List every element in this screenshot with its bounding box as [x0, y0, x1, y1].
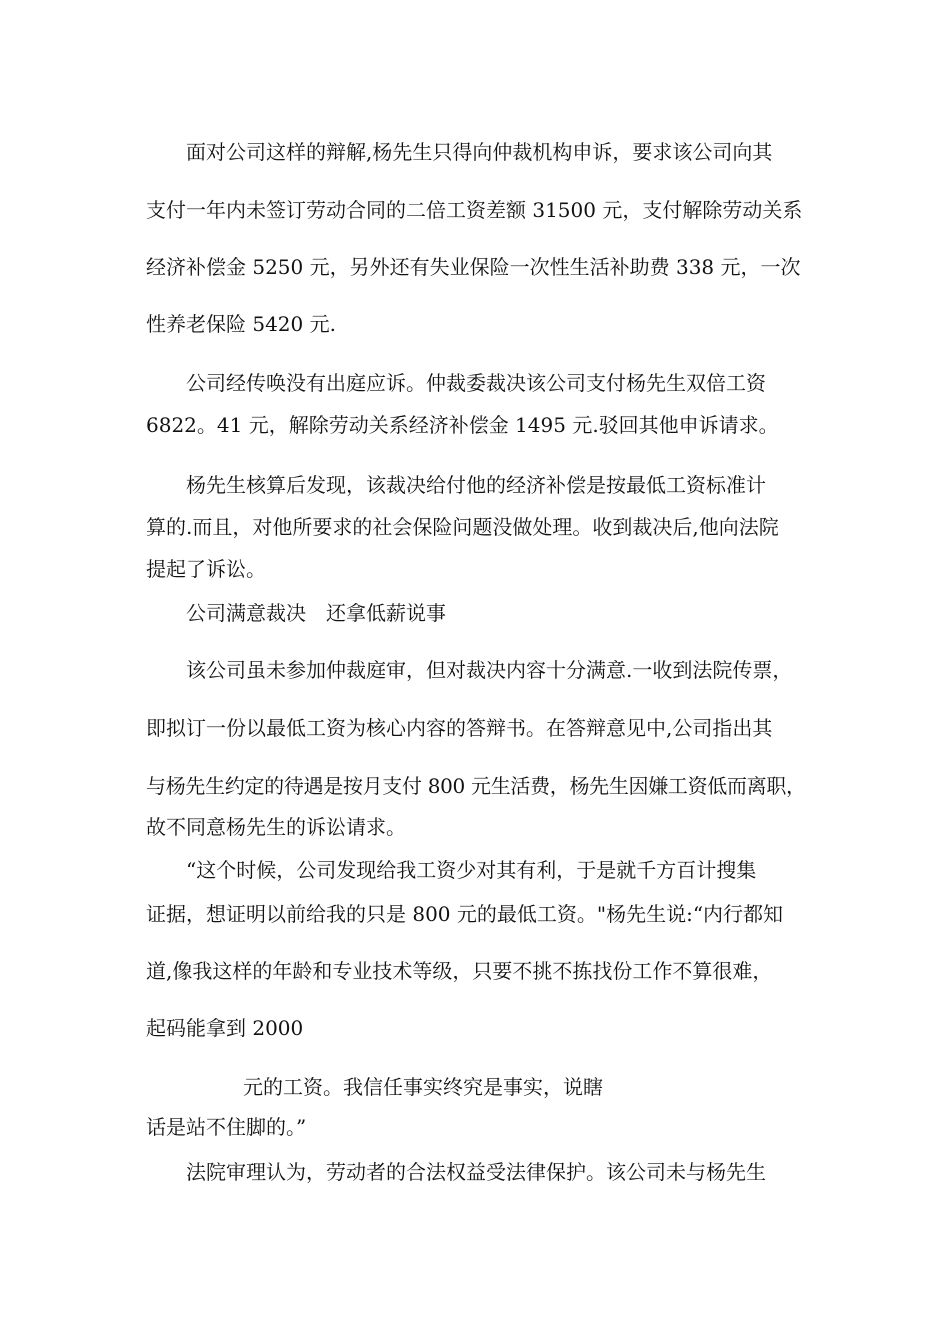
paragraph-line: 即拟订一份以最低工资为核心内容的答辩书。在答辩意见中,公司指出其 — [146, 716, 773, 740]
paragraph-line: 6822。41 元，解除劳动关系经济补偿金 1495 元.驳回其他申诉请求。 — [146, 413, 779, 437]
paragraph-line: 元的工资。我信任事实终究是事实，说瞎 — [243, 1075, 603, 1099]
paragraph-line: 支付一年内未签订劳动合同的二倍工资差额 31500 元，支付解除劳动关系 — [146, 198, 803, 222]
paragraph-line: 法院审理认为，劳动者的合法权益受法律保护。该公司未与杨先生 — [186, 1160, 766, 1184]
paragraph-line: 话是站不住脚的。” — [146, 1115, 307, 1139]
paragraph-line: 故不同意杨先生的诉讼请求。 — [146, 815, 406, 839]
paragraph-line: 与杨先生约定的待遇是按月支付 800 元生活费，杨先生因嫌工资低而离职， — [146, 774, 806, 798]
paragraph-line: “这个时候，公司发现给我工资少对其有利，于是就千方百计搜集 — [186, 858, 757, 882]
section-heading: 公司满意裁决 还拿低薪说事 — [186, 601, 446, 625]
paragraph-line: 经济补偿金 5250 元，另外还有失业保险一次性生活补助费 338 元，一次 — [146, 255, 801, 279]
paragraph-line: 面对公司这样的辩解,杨先生只得向仲裁机构申诉，要求该公司向其 — [186, 140, 773, 164]
paragraph-line: 证据，想证明以前给我的只是 800 元的最低工资。"杨先生说:“内行都知 — [146, 902, 784, 926]
paragraph-line: 提起了诉讼。 — [146, 557, 266, 581]
paragraph-line: 杨先生核算后发现，该裁决给付他的经济补偿是按最低工资标准计 — [186, 473, 766, 497]
paragraph-line: 算的.而且，对他所要求的社会保险问题没做处理。收到裁决后,他向法院 — [146, 515, 779, 539]
paragraph-line: 公司经传唤没有出庭应诉。仲裁委裁决该公司支付杨先生双倍工资 — [186, 371, 766, 395]
paragraph-line: 道,像我这样的年龄和专业技术等级，只要不挑不拣找份工作不算很难， — [146, 959, 773, 983]
paragraph-line: 起码能拿到 2000 — [146, 1016, 304, 1040]
paragraph-line: 性养老保险 5420 元. — [146, 312, 336, 336]
paragraph-line: 该公司虽未参加仲裁庭审，但对裁决内容十分满意.一收到法院传票， — [186, 658, 793, 682]
